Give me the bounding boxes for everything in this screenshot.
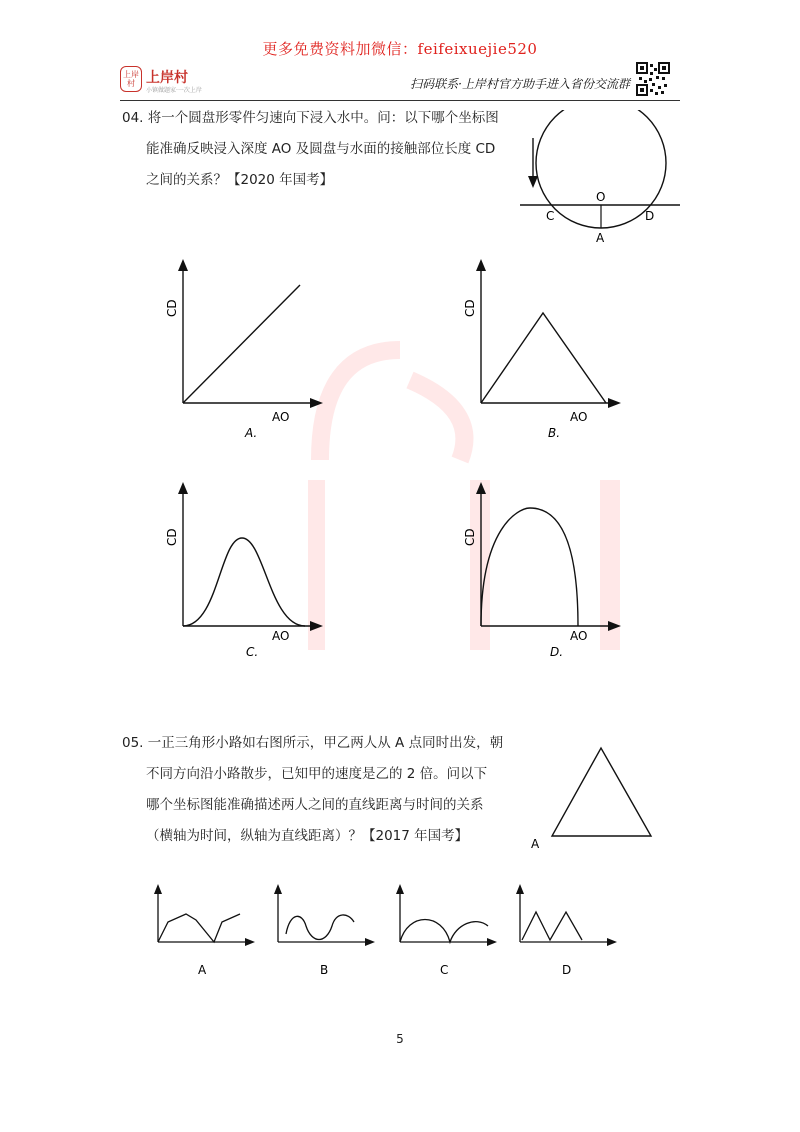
q5-d-curve (522, 912, 582, 940)
q4-a-curve (183, 285, 300, 403)
q4-b-curve (481, 313, 606, 403)
q4-line-1: 04. 将一个圆盘形零件匀速向下浸入水中。问：以下哪个坐标图 (122, 110, 499, 126)
q4-circle-diagram (520, 110, 690, 250)
q5-option-a-graph (148, 882, 260, 982)
q5-c-curve (400, 920, 488, 943)
q4-d-ylabel: CD (463, 528, 477, 546)
label-d: D (645, 209, 655, 223)
q5-option-b-label: B (320, 963, 329, 977)
q4-option-d-label: D. (550, 645, 564, 659)
q4-c-curve (183, 538, 305, 626)
label-o: O (596, 190, 606, 204)
q5-b-curve (286, 915, 354, 940)
q4-option-c-graph (160, 478, 350, 668)
label-a: A (596, 231, 605, 245)
q5-triangle-diagram (525, 740, 665, 855)
q5-option-d-graph (510, 882, 622, 982)
header-right-text: 扫码联系·上岸村官方助手进入省份交流群 (410, 77, 630, 91)
q4-c-ylabel: CD (165, 528, 179, 546)
q5-line-3: 哪个坐标图能准确描述两人之间的直线距离与时间的关系 (146, 797, 484, 813)
q4-a-ylabel: CD (165, 299, 179, 317)
header-divider (120, 100, 680, 101)
q4-line-2: 能准确反映浸入深度 AO 及圆盘与水面的接触部位长度 CD (146, 141, 496, 157)
q4-c-xlabel: AO (272, 629, 290, 643)
q4-option-a-graph (160, 255, 350, 445)
qr-code-icon (636, 62, 670, 96)
q5-option-c-label: C (440, 963, 449, 977)
label-c: C (546, 209, 555, 223)
q4-option-c-label: C. (246, 645, 259, 659)
q5-a-curve (158, 914, 240, 942)
q4-b-ylabel: CD (463, 299, 477, 317)
q5-option-c-graph (390, 882, 502, 982)
q5-line-4: （横轴为时间，纵轴为直线距离）？【2017 年国考】 (146, 828, 469, 844)
q5-option-a-label: A (198, 963, 207, 977)
logo-slogan: 小镇做题家·一次上岸 (146, 87, 202, 94)
q5-option-d-label: D (562, 963, 572, 977)
q4-option-b-label: B. (548, 426, 561, 440)
q4-d-xlabel: AO (570, 629, 588, 643)
question-05-text (122, 728, 532, 852)
page-number: 5 (396, 1032, 404, 1046)
q4-line-3: 之间的关系？【2020 年国考】 (146, 172, 334, 188)
q5-triangle-label-a: A (531, 837, 540, 851)
promo-banner: 更多免费资料加微信：feifeixuejie520 (262, 40, 538, 58)
brand-logo (120, 66, 202, 96)
q5-line-2: 不同方向沿小路散步，已知甲的速度是乙的 2 倍。问以下 (146, 766, 488, 782)
logo-seal-icon: 上岸村 (120, 66, 142, 92)
q4-option-d-graph (458, 478, 648, 668)
q5-line-1: 05. 一正三角形小路如右图所示，甲乙两人从 A 点同时出发，朝 (122, 735, 504, 751)
q5-option-b-graph (268, 882, 380, 982)
question-04-text (122, 103, 522, 196)
logo-name: 上岸村 (146, 70, 188, 86)
q4-a-xlabel: AO (272, 410, 290, 424)
q4-option-b-graph (458, 255, 648, 445)
q4-b-xlabel: AO (570, 410, 588, 424)
q4-option-a-label: A. (245, 426, 258, 440)
q4-d-curve (481, 508, 578, 626)
